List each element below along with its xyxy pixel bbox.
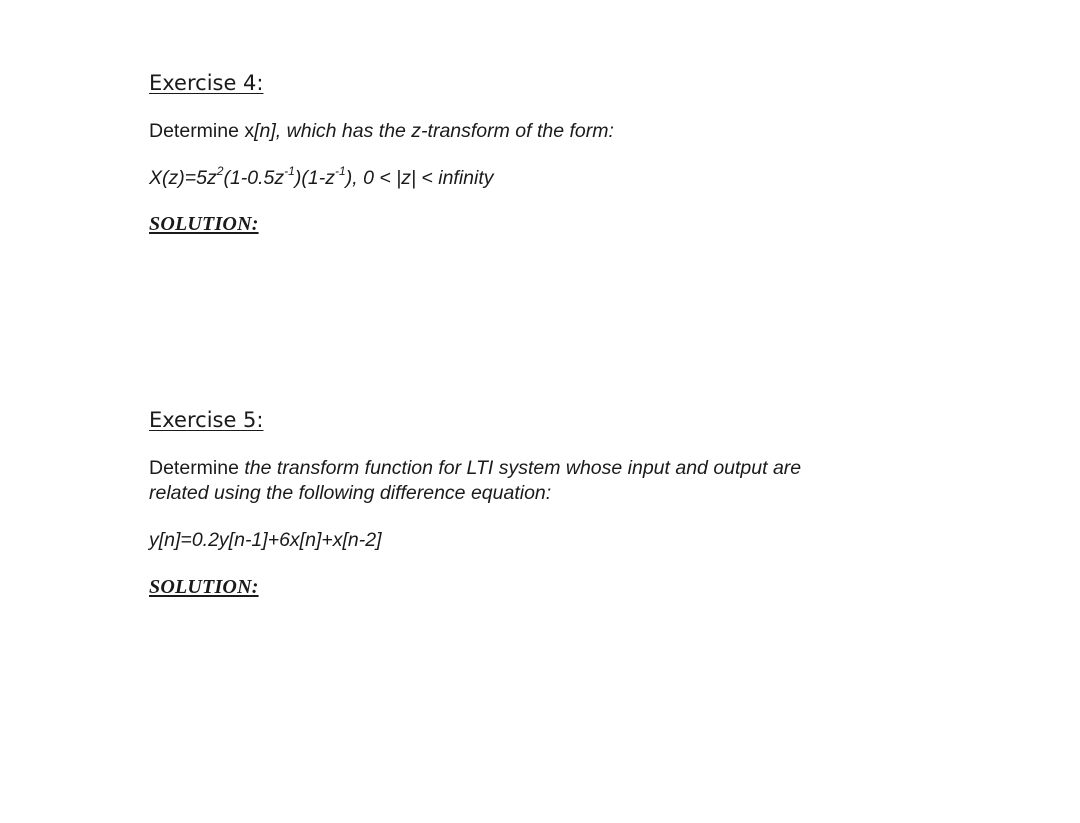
equation-exponent: -1 [334, 163, 346, 178]
equation-exponent: -1 [284, 163, 295, 178]
exercise-4-equation [149, 163, 494, 191]
exercise-5-equation: y[n]=0.2y[n-1]+6x[n]+x[n-2] [149, 529, 382, 551]
equation-exponent: 2 [216, 163, 224, 178]
equation-part: ), 0 < |z| < infinity [345, 167, 494, 189]
exercise-4-prompt-rest: [n], which has the z-transform of the form: [254, 120, 614, 142]
exercise-5-solution-label: SOLUTION: [149, 576, 259, 598]
exercise-5-prompt-rest: the transform function for LTI system whose input and output are [244, 457, 802, 479]
exercise-5-prompt [149, 456, 801, 481]
exercise-5-heading: Exercise 5: [149, 408, 264, 432]
equation-part: (1-0.5z [223, 167, 285, 189]
equation-part: X(z)=5z [149, 167, 217, 189]
exercise-4-solution-label: SOLUTION: [149, 213, 259, 235]
exercise-4-prompt [149, 119, 614, 144]
exercise-5-prompt-line2: related using the following difference equation: [149, 482, 552, 504]
equation-part: )(1-z [294, 167, 335, 189]
exercise-4-prompt-lead: Determine x [149, 120, 255, 142]
exercise-4-heading: Exercise 4: [149, 71, 264, 95]
exercise-5-prompt-lead: Determine [149, 457, 245, 479]
